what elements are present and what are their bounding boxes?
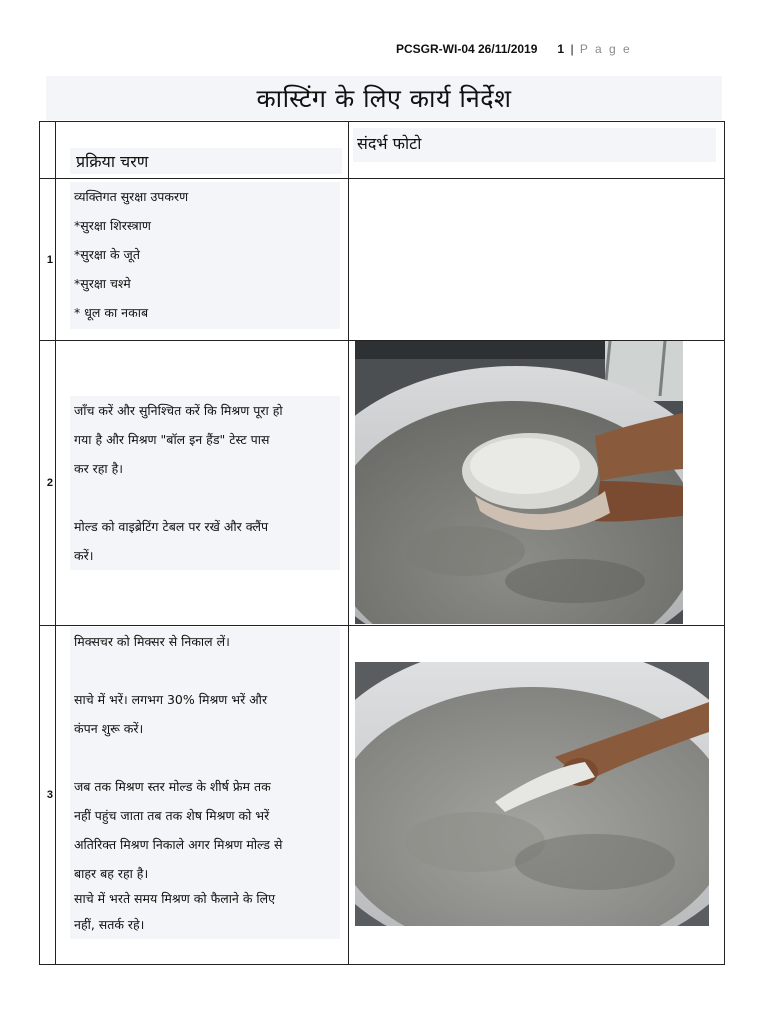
header-photo-cell: [349, 122, 725, 179]
photo-cell: [349, 341, 725, 626]
step-line: मिक्सचर को मिक्सर से निकाल लें।: [74, 634, 230, 649]
step-text-cell: [56, 341, 349, 626]
step-line: *सुरक्षा चश्मे: [74, 276, 131, 291]
page-number: 1: [557, 42, 565, 56]
page-label: P a g e: [579, 42, 632, 56]
column-header-step: प्रक्रिया चरण: [76, 152, 149, 171]
photo-cell-empty: [349, 179, 725, 341]
photo-ball-in-hand-test: [355, 341, 683, 624]
step-line: *सुरक्षा शिरस्त्राण: [74, 218, 151, 233]
work-instruction-table: [39, 121, 725, 965]
step-line: नहीं, सतर्क रहे।: [74, 917, 145, 932]
photo-filling-mold: [355, 662, 709, 926]
page-title: कास्टिंग के लिए कार्य निर्देश: [256, 84, 512, 113]
title-band: [46, 76, 722, 120]
step-line: मोल्ड को वाइब्रेटिंग टेबल पर रखें और क्लैंप: [74, 519, 269, 534]
doc-reference: PCSGR-WI-04 26/11/2019: [396, 42, 538, 56]
step-text-cell: [56, 626, 349, 965]
step-line: अतिरिक्त मिश्रण निकाले अगर मिश्रण मोल्ड से: [74, 837, 283, 852]
step-line: *सुरक्षा के जूते: [74, 247, 140, 262]
step-line: कर रहा है।: [74, 461, 124, 476]
step-number: 2: [40, 341, 56, 626]
page-separator: |: [570, 42, 574, 56]
table-header-row: [40, 122, 725, 179]
step-line: करें।: [74, 548, 94, 563]
step-line: व्यक्तिगत सुरक्षा उपकरण: [74, 189, 189, 204]
step-line: साचे में भरें। लगभग 30% मिश्रण भरें और: [74, 692, 268, 707]
header-step-cell: [56, 122, 349, 179]
step-line: गया है और मिश्रण "बॉल इन हैंड" टेस्ट पास: [74, 432, 270, 447]
document-header: [396, 42, 632, 56]
step-line: साचे में भरते समय मिश्रण को फैलाने के लिए: [74, 891, 276, 906]
step-line: कंपन शुरू करें।: [74, 721, 144, 736]
column-header-photo: संदर्भ फोटो: [357, 134, 422, 153]
step-line: बाहर बह रहा है।: [74, 866, 149, 881]
step-line: * धूल का नकाब: [74, 305, 149, 320]
table-row: [40, 626, 725, 965]
table-row: [40, 179, 725, 341]
step-line: जब तक मिश्रण स्तर मोल्ड के शीर्ष फ्रेम तक: [74, 779, 271, 794]
step-line: जाँच करें और सुनिश्चित करें कि मिश्रण पूरा हो: [74, 403, 283, 418]
header-number-cell: [40, 122, 56, 179]
photo-cell: [349, 626, 725, 965]
step-number: 1: [40, 179, 56, 341]
step-text-cell: [56, 179, 349, 341]
step-number: 3: [40, 626, 56, 965]
table-row: [40, 341, 725, 626]
step-line: नहीं पहुंच जाता तब तक शेष मिश्रण को भरें: [74, 808, 270, 823]
